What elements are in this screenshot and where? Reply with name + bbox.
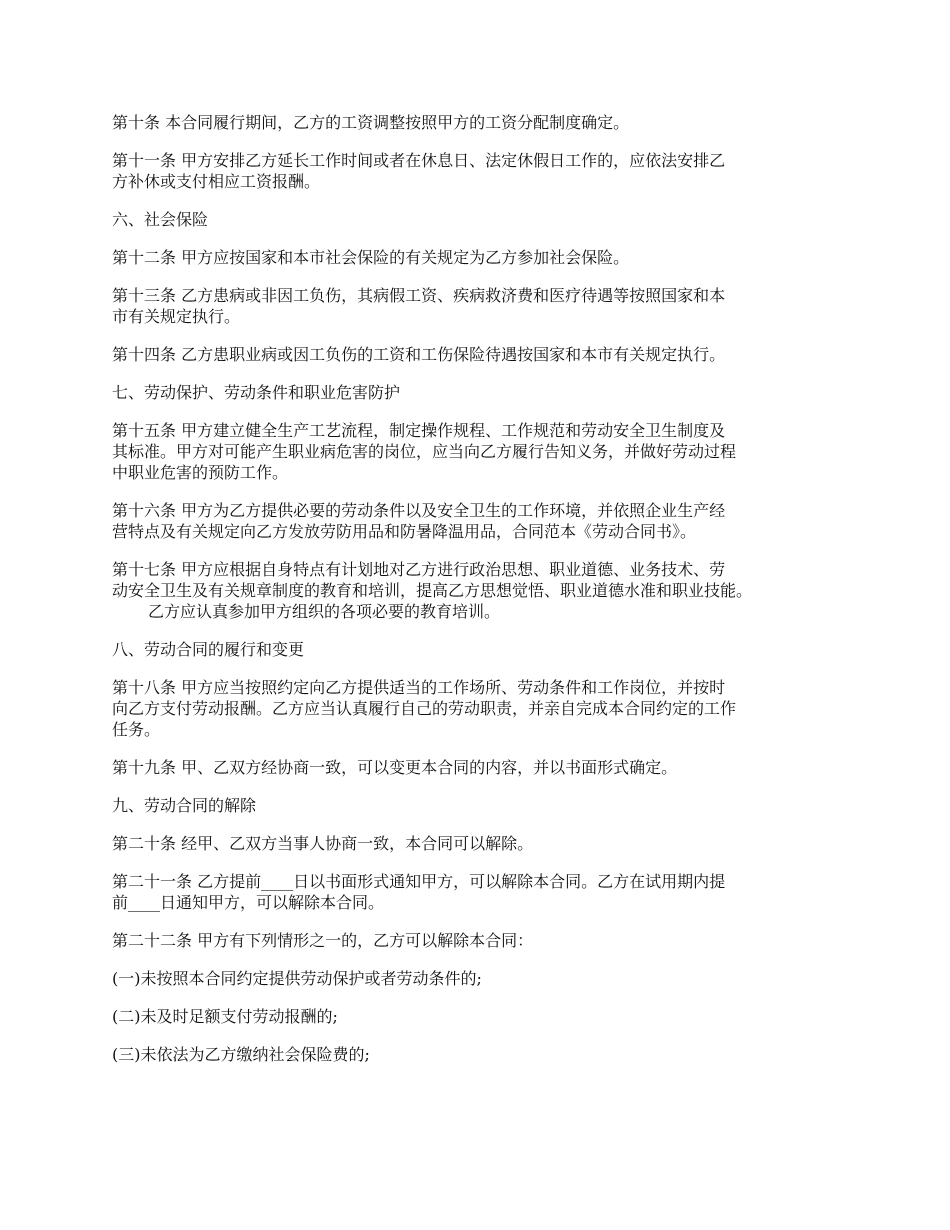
text-line: 第十条 本合同履行期间，乙方的工资调整按照甲方的工资分配制度确定。 [112,113,630,132]
text-line: 九、劳动合同的解除 [112,796,257,815]
article-14 [112,344,857,365]
text-line: 动安全卫生及有关规章制度的教育和培训，提高乙方思想觉悟、职业道德水准和职业技能。 [112,581,753,600]
text-line: 第十九条 甲、乙双方经协商一致，可以变更本合同的内容，并以书面形式确定。 [112,758,678,777]
list-item-3 [112,1044,857,1065]
text-line: (一)未按照本合同约定提供劳动保护或者劳动条件的; [112,969,482,988]
text-line: 市有关规定执行。 [112,307,241,326]
section-heading-6 [112,209,857,230]
text-line: 第十一条 甲方安排乙方延长工作时间或者在休息日、法定休假日工作的，应依法安排乙 [112,151,726,170]
article-16 [112,500,857,542]
text-line: 第二十一条 乙方提前____日以书面形式通知甲方，可以解除本合同。乙方在试用期内提 [112,872,726,891]
text-line: 营特点及有关规定向乙方发放劳防用品和防暑降温用品，合同范本《劳动合同书》。 [112,522,697,541]
article-17 [112,559,857,622]
text-line: 其标准。甲方对可能产生职业病危害的岗位，应当向乙方履行告知义务，并做好劳动过程 [112,442,737,461]
article-20 [112,833,857,854]
text-line: 第二十二条 甲方有下列情形之一的，乙方可以解除本合同： [112,931,534,950]
document-body [112,112,857,1082]
text-line: 乙方应认真参加甲方组织的各项必要的教育培训。 [148,602,501,621]
text-line: 第十八条 甲方应当按照约定向乙方提供适当的工作场所、劳动条件和工作岗位，并按时 [112,678,726,697]
text-line: 前____日通知甲方，可以解除本合同。 [112,893,385,912]
section-heading-8 [112,639,857,660]
text-line: 第十二条 甲方应按国家和本市社会保险的有关规定为乙方参加社会保险。 [112,248,630,267]
text-line: 向乙方支付劳动报酬。乙方应当认真履行自己的劳动职责，并亲自完成本合同约定的工作 [112,699,737,718]
article-15 [112,420,857,483]
article-13 [112,285,857,327]
text-line: 八、劳动合同的履行和变更 [112,640,305,659]
text-line: 中职业危害的预防工作。 [112,463,289,482]
text-line: 第十七条 甲方应根据自身特点有计划地对乙方进行政治思想、职业道德、业务技术、劳 [112,560,726,579]
section-heading-9 [112,795,857,816]
text-line: 第十三条 乙方患病或非因工负伤，其病假工资、疾病救济费和医疗待遇等按照国家和本 [112,286,726,305]
text-line: (三)未依法为乙方缴纳社会保险费的; [112,1045,370,1064]
text-line: 第二十条 经甲、乙双方当事人协商一致，本合同可以解除。 [112,834,534,853]
article-21 [112,871,857,913]
article-12 [112,247,857,268]
list-item-1 [112,968,857,989]
section-heading-7 [112,382,857,403]
text-line: (二)未及时足额支付劳动报酬的; [112,1007,338,1026]
article-10 [112,112,857,133]
text-line: 七、劳动保护、劳动条件和职业危害防护 [112,383,401,402]
text-line: 任务。 [112,720,161,739]
list-item-2 [112,1006,857,1027]
article-11 [112,150,857,192]
article-19 [112,757,857,778]
article-18 [112,677,857,740]
text-line: 第十四条 乙方患职业病或因工负伤的工资和工伤保险待遇按国家和本市有关规定执行。 [112,345,726,364]
text-line: 六、社会保险 [112,210,209,229]
text-line: 方补休或支付相应工资报酬。 [112,172,321,191]
text-line: 第十六条 甲方为乙方提供必要的劳动条件以及安全卫生的工作环境，并依照企业生产经 [112,501,726,520]
article-22 [112,930,857,951]
text-line: 第十五条 甲方建立健全生产工艺流程，制定操作规程、工作规范和劳动安全卫生制度及 [112,421,726,440]
